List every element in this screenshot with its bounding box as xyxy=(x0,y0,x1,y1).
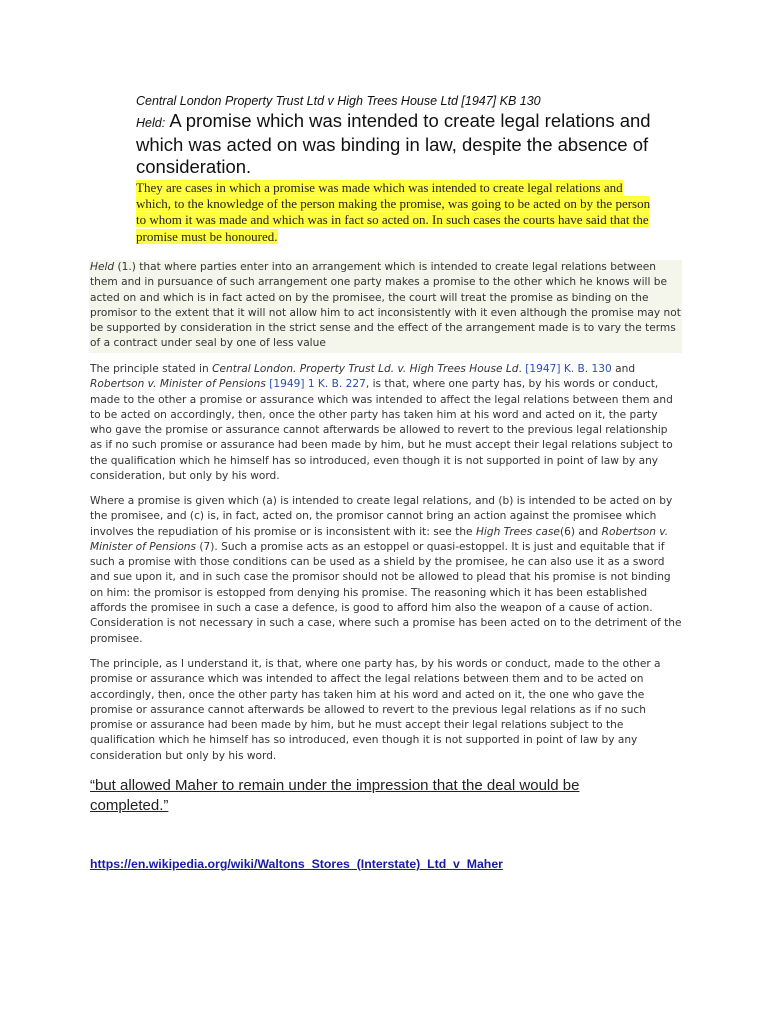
paragraph-understanding: The principle, as I understand it, is that, where one party has, by his words or conduct, made to the other a promise or assurance which was intended to affect the legal relations between them and to be acted on accordingly, then, once the other party has taken him at his word and acted on it, the one who gave the promise or assurance cannot afterwards be allowed to revert to the previous legal relations as if no such promise or assurance had been made by him, but he must accept their legal relations subject to the qualification which he himself has so introduced, even though it is not supported in point of law by any consideration but only by his word. xyxy=(90,658,661,762)
held-para-text: (1.) that where parties enter into an arrangement which is intended to create legal relations between them and in pursuance of such arrangement one party makes a promise to the other which he knows will be acted on and which is in fact acted on by the promisee, the court will treat the promise as binding on the promisor to the extent that it will not allow him to act inconsistently with it even although the promise may not be supported by consideration in the strict sense and the effect of the arrangement made is to vary the terms of a contract under seal by one of less value xyxy=(90,261,681,350)
para1-case-name-2: Robertson v. Minister of Pensions xyxy=(90,378,266,391)
highlighted-text: They are cases in which a promise was made which was intended to create legal relations and which, to the knowledge of the person making the promise, was going to be acted on by the person to whom it was made and which was in fact so acted on. In such cases the courts have said that the promise must be honoured. xyxy=(136,180,651,244)
highlighted-quote xyxy=(136,180,656,245)
case-title: Central London Property Trust Ltd v High Trees House Ltd [1947] KB 130 xyxy=(136,94,541,108)
para2-case-name-2: Robertson v. Minister of Pensions xyxy=(90,525,669,553)
held-paragraph xyxy=(89,260,682,353)
wikipedia-link[interactable]: https://en.wikipedia.org/wiki/Waltons_Stores_(Interstate)_Ltd_v_Maher xyxy=(90,857,503,871)
para1-text-5: , is that, where one party has, by his words or conduct, made to the other a promise or assurance which was intended to affect the legal relations between them and to be acted on accordingly, then, once the other party has taken him at his word and acted on it, the party who gave the promise or assurance cannot afterwards be allowed to revert to the previous legal relationship as if no such promise or assurance had been made by him, but he must accept their legal relations subject to the qualification which he himself has so introduced, even though it is not supported in point of law by any consideration, but only by his word. xyxy=(90,378,673,483)
held-summary xyxy=(136,110,656,178)
maher-quote: “but allowed Maher to remain under the impression that the deal would be completed.” xyxy=(90,777,580,814)
para1-case-name-1: Central London. Property Trust Ld. v. High Trees House Ld xyxy=(212,363,519,375)
para2-case-name-1: High Trees case xyxy=(475,525,560,538)
para2-text-3: (7). Such a promise acts as an estoppel or quasi-estoppel. It is just and equitable that if such a promise with those conditions can be used as a shield by the promisee, he can also use it as a sword and sue upon it, and in such case the promisor should not be allowed to plead that his promise is not binding on him: the promisor is estopped from denying his promise. The reasoning which it has been established affords the promisee in such a case a defence, is good to afford him also the weapon of a cause of action. Consideration is not necessary in such a case, where such a promise has been acted on to the detriment of the promisee. xyxy=(90,540,682,645)
para1-text-2: . xyxy=(518,363,526,375)
para1-text-3: and xyxy=(611,363,636,375)
para1-citation-link-1[interactable]: [1947] K. B. 130 xyxy=(525,363,612,375)
held-label: Held: xyxy=(136,116,166,130)
held-text: A promise which was intended to create legal relations and which was acted on was binding in law, despite the absence of consideration. xyxy=(136,110,651,177)
para1-citation-link-2[interactable]: [1949] 1 K. B. 227 xyxy=(269,378,366,391)
held-para-label: Held xyxy=(90,261,115,273)
paragraph-principle xyxy=(90,362,682,484)
para2-text-1: Where a promise is given which (a) is intended to create legal relations, and (b) is intended to be acted on by the promisee, and (c) is, in fact, acted on, the promisor cannot bring an action against the promisee which involves the repudiation of his promise or is inconsistent with it: see the xyxy=(90,495,673,538)
para1-text-1: The principle stated in xyxy=(90,363,213,375)
paragraph-promise xyxy=(90,494,682,647)
para2-text-2: (6) and xyxy=(559,525,602,538)
